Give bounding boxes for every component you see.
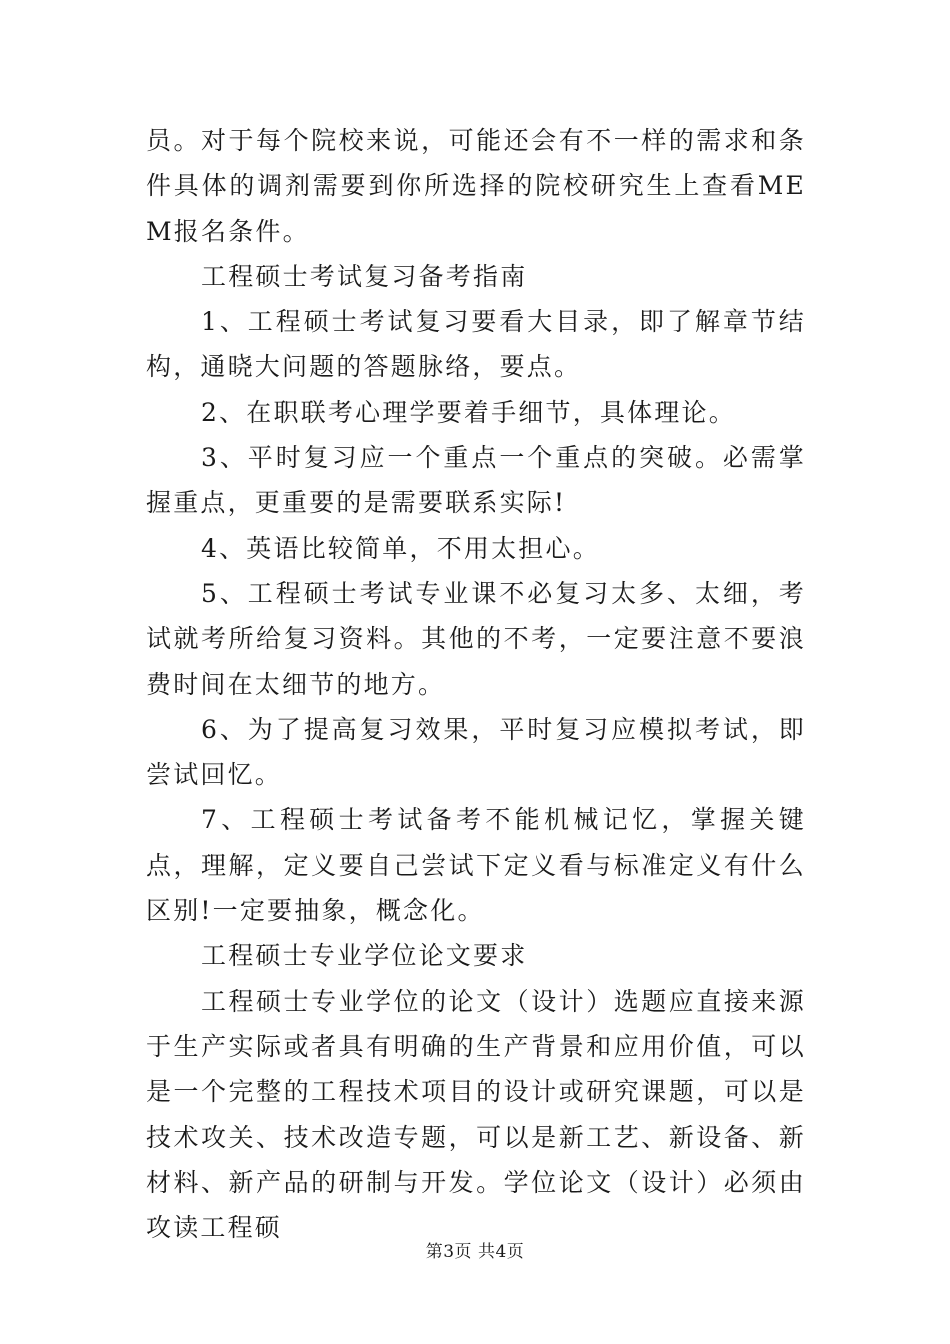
list-item-1: 1、工程硕士考试复习要看大目录，即了解章节结构，通晓大问题的答题脉络，要点。	[146, 307, 806, 382]
page-number-footer: 第3页 共4页	[425, 1242, 525, 1262]
list-item-7: 7、工程硕士考试备考不能机械记忆，掌握关键点，理解，定义要自己尝试下定义看与标准定义有什么区别!一定要抽象，概念化。	[146, 805, 806, 926]
paragraph-continuation: 员。对于每个院校来说，可能还会有不一样的需求和条件具体的调剂需要到你所选择的院校研究生上查看MEM报名条件。	[146, 126, 806, 246]
list-item-6: 6、为了提高复习效果，平时复习应模拟考试，即尝试回忆。	[146, 714, 806, 790]
list-item-5: 5、工程硕士考试专业课不必复习太多、太细，考试就考所给复习资料。其他的不考，一定要注意不要浪费时间在太细节的地方。	[146, 578, 806, 699]
list-item-3: 3、平时复习应一个重点一个重点的突破。必需掌握重点，更重要的是需要联系实际!	[146, 443, 806, 518]
document-body	[146, 118, 806, 1250]
section-heading-thesis-requirements: 工程硕士专业学位论文要求	[201, 941, 528, 971]
section-heading-review-guide: 工程硕士考试复习备考指南	[201, 261, 528, 291]
list-item-4: 4、英语比较简单，不用太担心。	[201, 533, 600, 563]
list-item-2: 2、在职联考心理学要着手细节，具体理论。	[201, 397, 736, 427]
paragraph-thesis-body: 工程硕士专业学位的论文（设计）选题应直接来源于生产实际或者具有明确的生产背景和应用价值，可以是一个完整的工程技术项目的设计或研究课题，可以是技术攻关、技术改造专题，可以是新工艺、新设备、新材料、新产品的研制与开发。学位论文（设计）必须由攻读工程硕	[146, 986, 806, 1243]
